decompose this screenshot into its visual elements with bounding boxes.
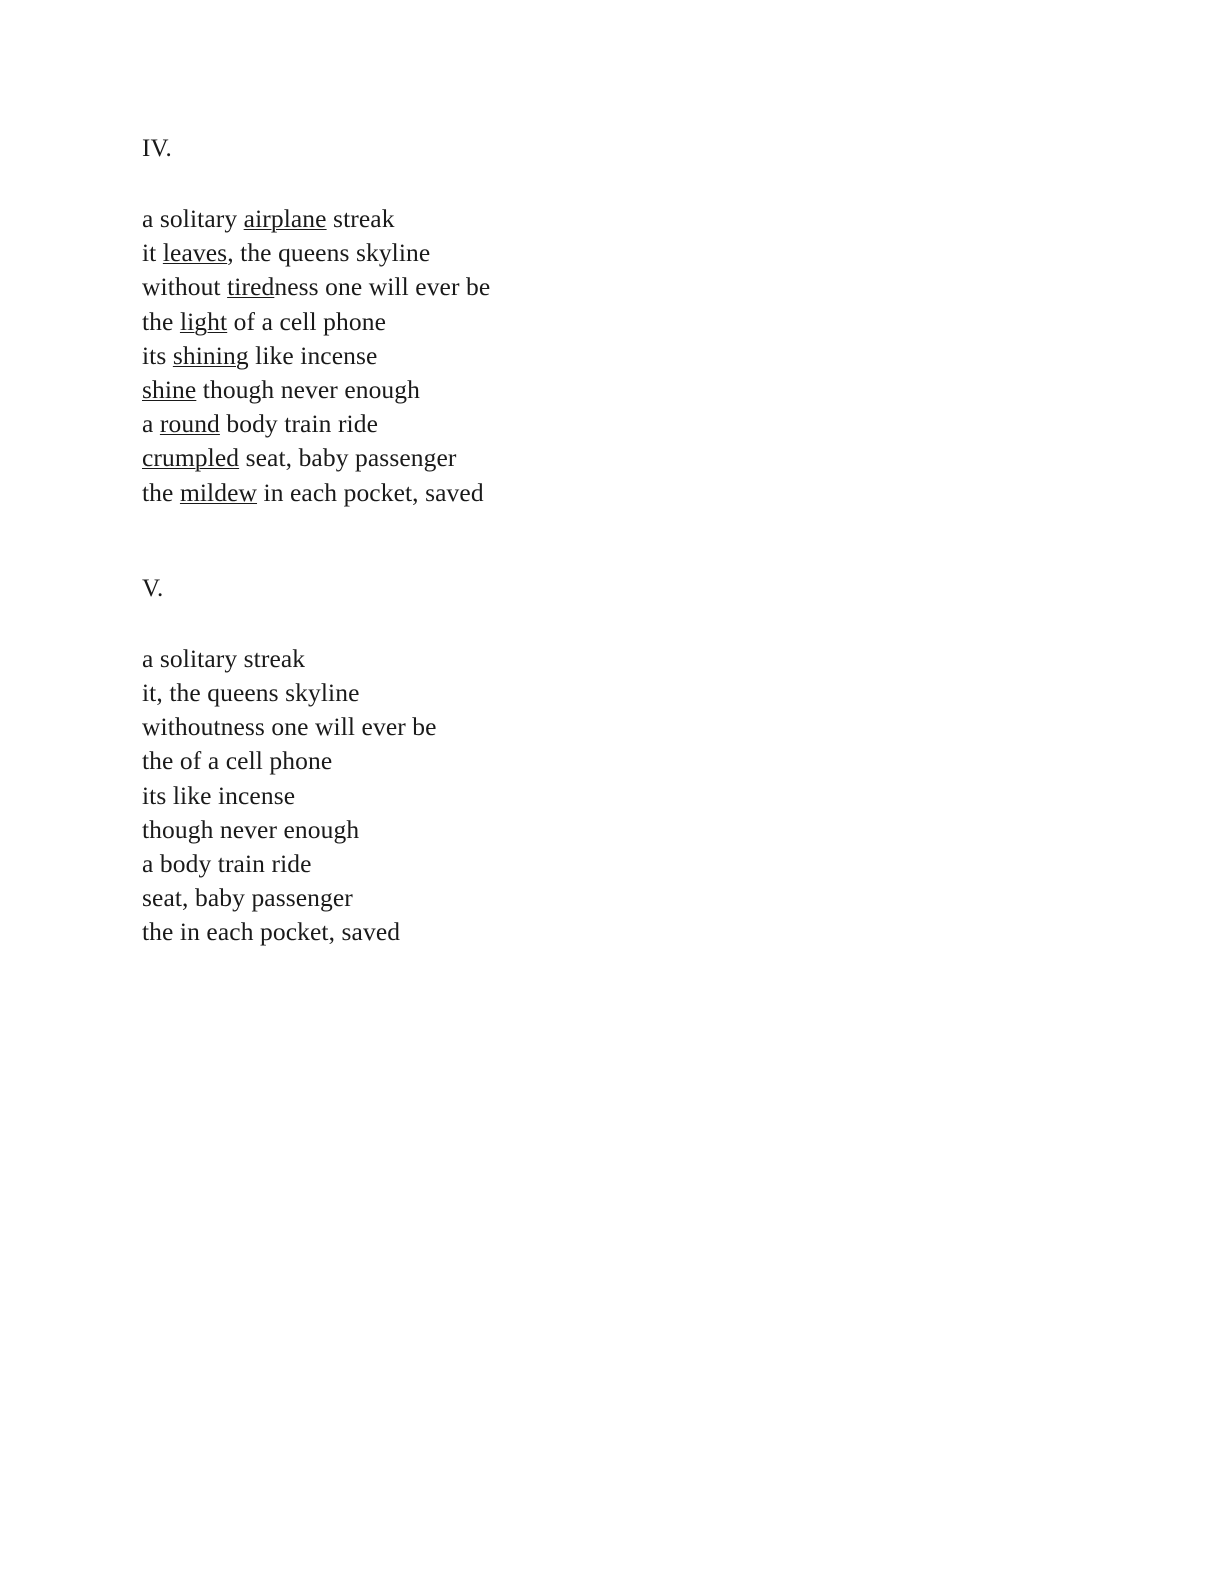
text-run: the	[142, 306, 180, 336]
poem-line	[142, 881, 962, 915]
text-run: streak	[326, 204, 395, 233]
section-number-v: V.	[142, 574, 164, 602]
poem-line	[142, 305, 962, 339]
poem-line	[142, 441, 962, 475]
poem-body-iv	[142, 202, 962, 510]
poem-line	[142, 202, 962, 236]
underlined-word: light	[179, 306, 228, 336]
text-run: its like incense	[142, 780, 296, 810]
poem-line	[142, 744, 962, 778]
text-run: a	[142, 409, 160, 439]
text-run: a body train ride	[142, 849, 312, 879]
text-run: without	[142, 272, 228, 302]
poem-body-v	[142, 642, 962, 950]
text-run: withoutness one will ever be	[142, 712, 437, 742]
poem-line	[142, 339, 962, 373]
text-run: the	[142, 477, 180, 507]
poem-line	[142, 779, 962, 813]
text-run: seat, baby passenger	[239, 443, 457, 473]
underlined-word: shine	[142, 375, 197, 405]
poem-line	[142, 676, 962, 710]
poem-section-v	[142, 572, 962, 950]
text-run: the in each pocket, saved	[142, 917, 401, 947]
text-run: a solitary	[142, 204, 244, 233]
text-run: though never enough	[196, 375, 420, 405]
text-run: it, the queens skyline	[142, 678, 360, 708]
underlined-word: crumpled	[142, 443, 240, 473]
text-run: it	[142, 238, 163, 268]
underlined-word: tired	[227, 272, 275, 302]
poem-line	[142, 236, 962, 270]
text-run: a solitary streak	[142, 643, 306, 673]
poem-line	[142, 915, 962, 949]
poem-line	[142, 710, 962, 744]
poem-line	[142, 270, 962, 304]
poem-line	[142, 642, 962, 676]
text-run: its	[142, 340, 173, 370]
section-number-iv: IV.	[142, 135, 173, 162]
poem-line	[142, 847, 962, 881]
text-run: in each pocket, saved	[257, 477, 484, 507]
text-run: the of a cell phone	[142, 746, 333, 776]
text-run: , the queens skyline	[227, 238, 431, 268]
underlined-word: round	[159, 409, 220, 439]
poem-line	[142, 373, 962, 407]
underlined-word: shining	[172, 340, 249, 370]
document-content	[142, 132, 962, 1012]
text-run: seat, baby passenger	[142, 883, 353, 913]
poem-section-iv	[142, 132, 962, 510]
text-run: of a cell phone	[227, 306, 386, 336]
text-run: like incense	[248, 340, 378, 370]
underlined-word: leaves	[162, 238, 228, 268]
poem-line	[142, 813, 962, 847]
text-run: body train ride	[219, 409, 379, 439]
poem-line	[142, 407, 962, 441]
text-run: though never enough	[142, 814, 360, 844]
text-run: ness one will ever be	[274, 272, 491, 302]
poem-line	[142, 476, 962, 510]
underlined-word: airplane	[243, 204, 327, 233]
underlined-word: mildew	[179, 477, 258, 507]
